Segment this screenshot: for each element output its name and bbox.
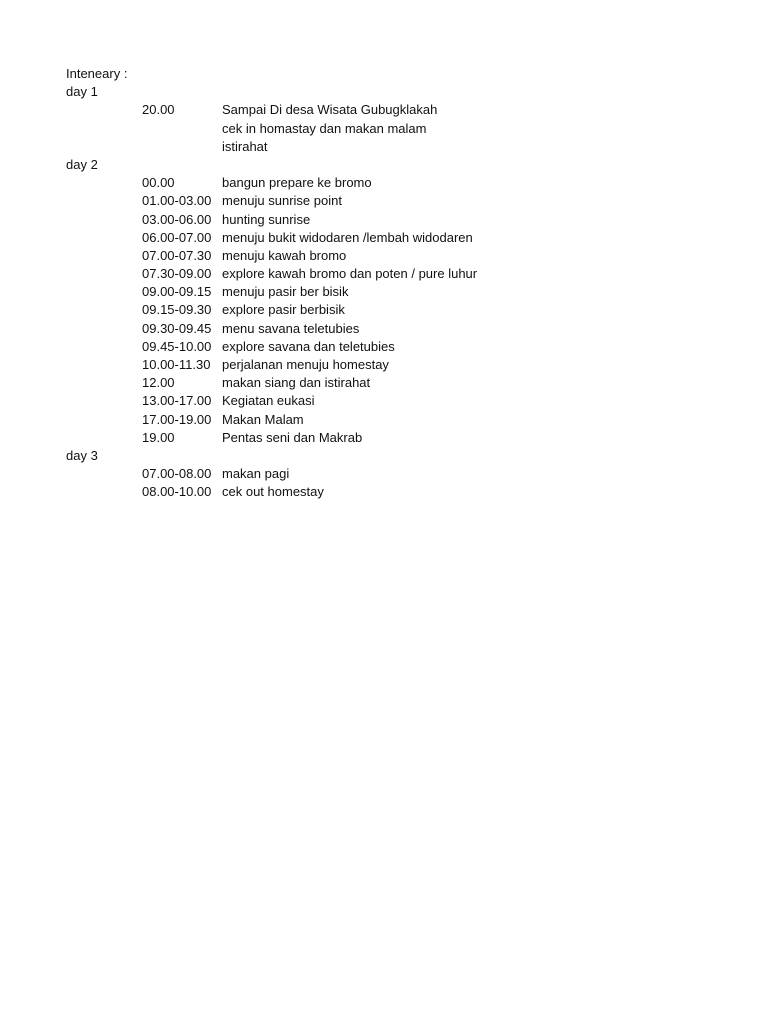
schedule-activity: bangun prepare ke bromo xyxy=(222,175,372,191)
schedule-row xyxy=(66,192,706,210)
itinerary-title: Inteneary : xyxy=(66,66,128,81)
schedule-activity: menuju bukit widodaren /lembah widodaren xyxy=(222,229,473,245)
schedule-time: 00.00 xyxy=(142,175,175,191)
schedule-time: 01.00-03.00 xyxy=(142,193,212,209)
schedule-activity: cek in homastay dan makan malam xyxy=(222,120,427,136)
schedule-time: 08.00-10.00 xyxy=(142,484,212,500)
schedule-row xyxy=(66,429,706,447)
schedule-activity: Makan Malam xyxy=(222,411,304,427)
schedule-row xyxy=(66,229,706,247)
schedule-row xyxy=(66,320,706,338)
schedule-row xyxy=(66,411,706,429)
schedule-activity: menuju kawah bromo xyxy=(222,247,347,263)
schedule-row xyxy=(66,138,706,156)
day-label: day 3 xyxy=(66,447,98,463)
schedule-activity: menuju sunrise point xyxy=(222,193,342,209)
schedule-activity: Sampai Di desa Wisata Gubugklakah xyxy=(222,102,438,118)
schedule-time: 07.00-08.00 xyxy=(142,466,212,482)
schedule-activity: hunting sunrise xyxy=(222,211,311,227)
schedule-time: 10.00-11.30 xyxy=(142,357,211,372)
schedule-activity: explore pasir berbisik xyxy=(222,302,345,318)
schedule-activity: makan siang dan istirahat xyxy=(222,375,371,391)
schedule-activity: explore savana dan teletubies xyxy=(222,338,395,354)
schedule-row xyxy=(66,374,706,392)
schedule-row xyxy=(66,483,706,501)
schedule-row xyxy=(66,283,706,301)
schedule-row xyxy=(66,301,706,319)
schedule-time: 03.00-06.00 xyxy=(142,211,212,227)
day-row xyxy=(66,83,706,101)
day-label: day 1 xyxy=(66,84,98,100)
schedule-row xyxy=(66,101,706,119)
schedule-row xyxy=(66,120,706,138)
schedule-row xyxy=(66,265,706,283)
schedule-time: 07.30-09.00 xyxy=(142,266,212,282)
schedule-time: 20.00 xyxy=(142,102,175,118)
schedule-activity: cek out homestay xyxy=(222,484,324,500)
schedule-time: 07.00-07.30 xyxy=(142,247,212,263)
schedule-row xyxy=(66,211,706,229)
schedule-activity: menuju pasir ber bisik xyxy=(222,284,349,300)
schedule-activity: Kegiatan eukasi xyxy=(222,393,315,409)
schedule-row xyxy=(66,247,706,265)
schedule-row xyxy=(66,174,706,192)
schedule-time: 09.15-09.30 xyxy=(142,302,212,318)
schedule-row xyxy=(66,392,706,410)
day-label: day 2 xyxy=(66,156,98,172)
schedule-time: 09.30-09.45 xyxy=(142,320,212,336)
schedule-time: 09.00-09.15 xyxy=(142,284,212,300)
schedule-row xyxy=(66,338,706,356)
schedule-time: 12.00 xyxy=(142,375,175,391)
schedule-time: 09.45-10.00 xyxy=(142,338,212,354)
schedule-time: 17.00-19.00 xyxy=(142,411,212,427)
schedule-row xyxy=(66,465,706,483)
schedule-activity: explore kawah bromo dan poten / pure luhur xyxy=(222,266,478,282)
itinerary-sheet xyxy=(66,65,706,502)
itinerary-days xyxy=(66,83,706,501)
schedule-row xyxy=(66,356,706,374)
schedule-time: 19.00 xyxy=(142,429,175,445)
schedule-activity: menu savana teletubies xyxy=(222,320,360,336)
schedule-time: 06.00-07.00 xyxy=(142,229,212,245)
day-row xyxy=(66,156,706,174)
schedule-activity: istirahat xyxy=(222,138,268,154)
schedule-activity: perjalanan menuju homestay xyxy=(222,357,389,372)
day-row xyxy=(66,447,706,465)
schedule-time: 13.00-17.00 xyxy=(142,393,212,409)
schedule-activity: Pentas seni dan Makrab xyxy=(222,429,363,445)
title-row xyxy=(66,65,706,83)
schedule-activity: makan pagi xyxy=(222,466,290,482)
